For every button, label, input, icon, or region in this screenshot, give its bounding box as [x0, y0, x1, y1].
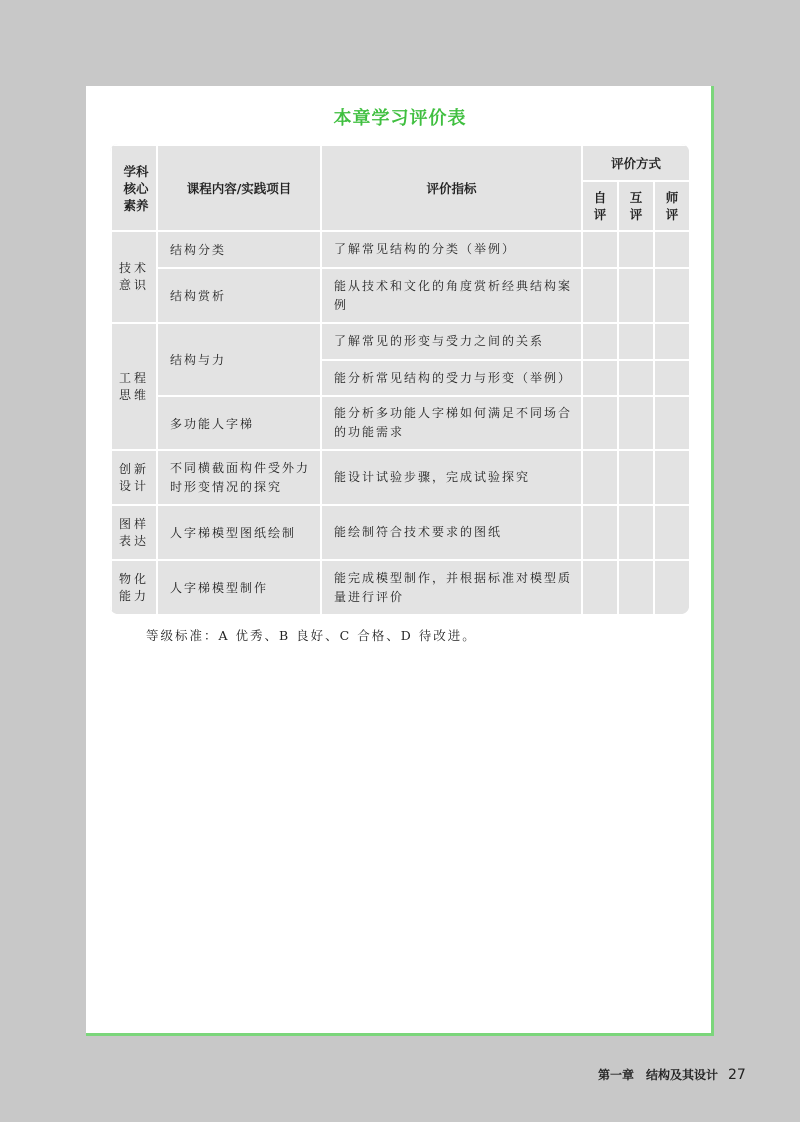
header-self: 自评 — [582, 181, 618, 231]
peer-eval-cell[interactable] — [618, 505, 654, 560]
indicator-cell: 能从技术和文化的角度赏析经典结构案例 — [321, 268, 582, 323]
content-cell: 人字梯模型制作 — [157, 560, 321, 614]
teacher-eval-cell[interactable] — [654, 268, 689, 323]
self-eval-cell[interactable] — [582, 396, 618, 450]
peer-eval-cell[interactable] — [618, 323, 654, 360]
peer-eval-cell[interactable] — [618, 268, 654, 323]
peer-eval-cell[interactable] — [618, 360, 654, 396]
self-eval-cell[interactable] — [582, 231, 618, 268]
evaluation-table — [110, 144, 689, 614]
core-cell: 工程思维 — [111, 323, 157, 450]
page-number: 27 — [728, 1067, 746, 1083]
content-cell: 人字梯模型图纸绘制 — [157, 505, 321, 560]
indicator-cell: 了解常见结构的分类（举例） — [321, 231, 582, 268]
indicator-cell: 能绘制符合技术要求的图纸 — [321, 505, 582, 560]
teacher-eval-cell[interactable] — [654, 231, 689, 268]
header-method: 评价方式 — [582, 145, 689, 181]
indicator-cell: 了解常见的形变与受力之间的关系 — [321, 323, 582, 360]
teacher-eval-cell[interactable] — [654, 396, 689, 450]
content-cell: 不同横截面构件受外力时形变情况的探究 — [157, 450, 321, 505]
content-cell: 结构分类 — [157, 231, 321, 268]
header-peer: 互评 — [618, 181, 654, 231]
peer-eval-cell[interactable] — [618, 396, 654, 450]
teacher-eval-cell[interactable] — [654, 323, 689, 360]
content-cell: 结构与力 — [157, 323, 321, 396]
page-footer — [598, 1066, 746, 1083]
header-teacher: 师评 — [654, 181, 689, 231]
indicator-cell: 能设计试验步骤，完成试验探究 — [321, 450, 582, 505]
self-eval-cell[interactable] — [582, 560, 618, 614]
core-cell: 创新设计 — [111, 450, 157, 505]
indicator-cell: 能分析常见结构的受力与形变（举例） — [321, 360, 582, 396]
indicator-cell: 能分析多功能人字梯如何满足不同场合的功能需求 — [321, 396, 582, 450]
self-eval-cell[interactable] — [582, 450, 618, 505]
core-cell: 物化能力 — [111, 560, 157, 614]
self-eval-cell[interactable] — [582, 323, 618, 360]
header-indicator: 评价指标 — [321, 145, 582, 231]
teacher-eval-cell[interactable] — [654, 450, 689, 505]
header-content: 课程内容/实践项目 — [157, 145, 321, 231]
peer-eval-cell[interactable] — [618, 560, 654, 614]
header-core: 学科核心素养 — [111, 145, 157, 231]
self-eval-cell[interactable] — [582, 268, 618, 323]
indicator-cell: 能完成模型制作，并根据标准对模型质量进行评价 — [321, 560, 582, 614]
core-cell: 图样表达 — [111, 505, 157, 560]
peer-eval-cell[interactable] — [618, 231, 654, 268]
core-cell: 技术意识 — [111, 231, 157, 323]
teacher-eval-cell[interactable] — [654, 560, 689, 614]
self-eval-cell[interactable] — [582, 505, 618, 560]
teacher-eval-cell[interactable] — [654, 505, 689, 560]
teacher-eval-cell[interactable] — [654, 360, 689, 396]
content-cell: 多功能人字梯 — [157, 396, 321, 450]
page-title: 本章学习评价表 — [333, 108, 467, 129]
grading-note: 等级标准：A 优秀、B 良好、C 合格、D 待改进。 — [146, 628, 477, 643]
peer-eval-cell[interactable] — [618, 450, 654, 505]
content-cell: 结构赏析 — [157, 268, 321, 323]
chapter-title: 第一章 结构及其设计 — [598, 1068, 719, 1082]
self-eval-cell[interactable] — [582, 360, 618, 396]
